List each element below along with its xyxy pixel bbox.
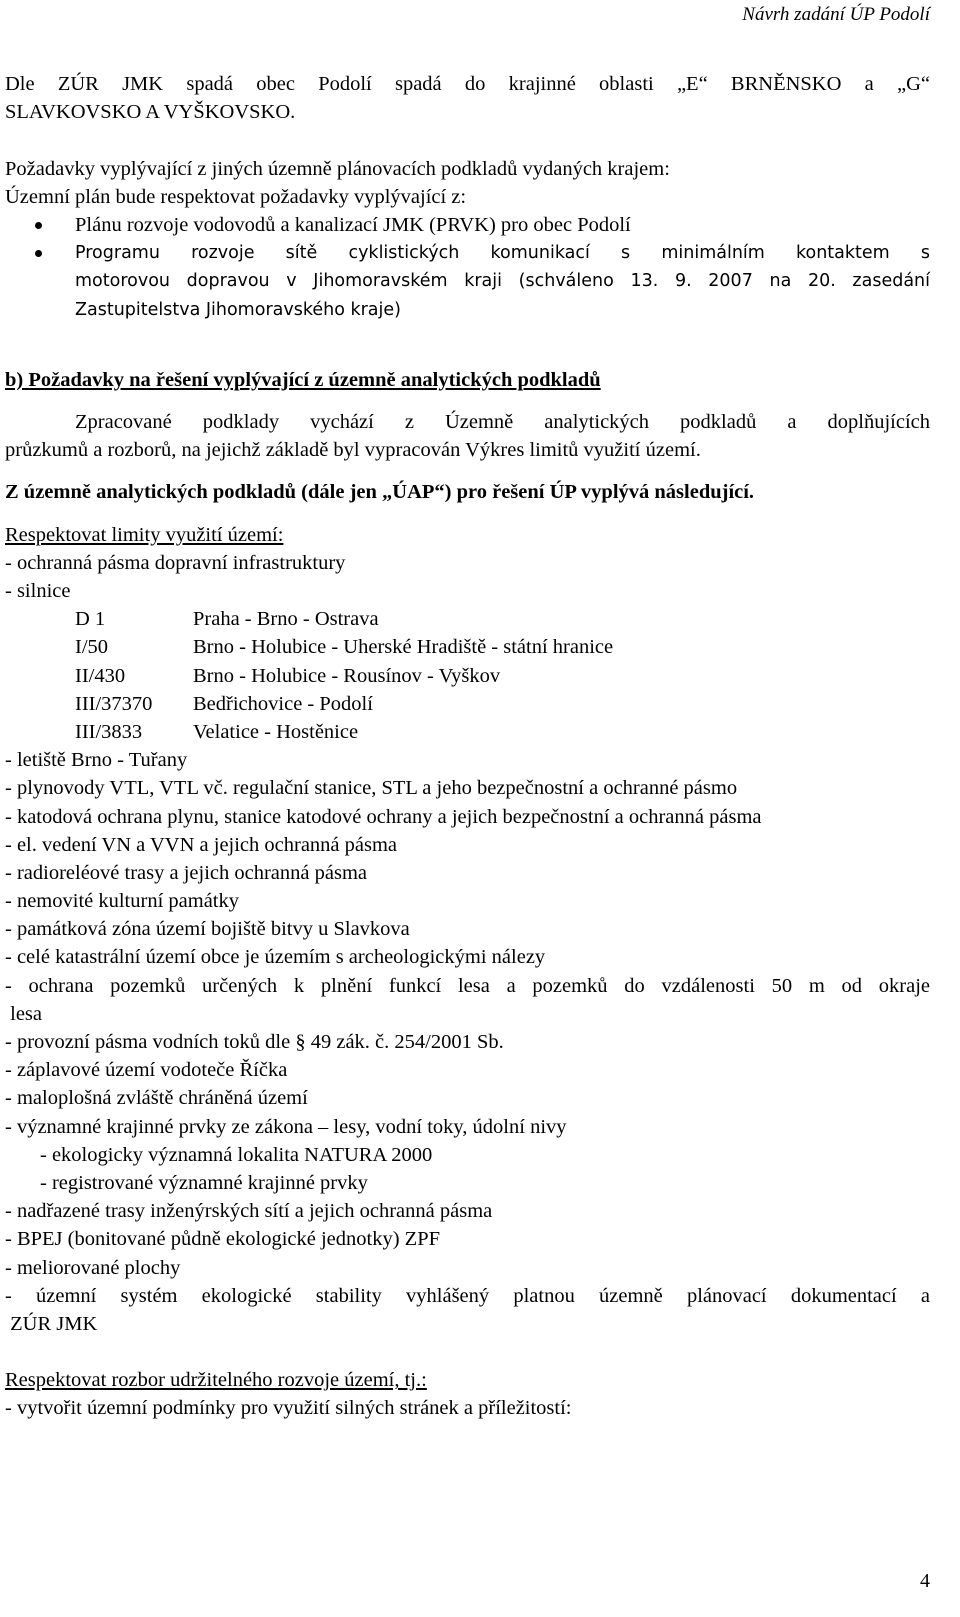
list-item-text: Plánu rozvoje vodovodů a kanalizací JMK (PRVK) pro obec Podolí bbox=[75, 213, 631, 236]
spacer bbox=[5, 394, 930, 408]
list-item: - katodová ochrana plynu, stanice katodové ochrany a jejich bezpečnostní a ochranná pásma bbox=[5, 805, 762, 828]
page-number: 4 bbox=[920, 1570, 930, 1592]
sub-list-item: - registrované významné krajinné prvky bbox=[40, 1171, 368, 1194]
table-row bbox=[5, 690, 930, 718]
road-route: Velatice - Hostěnice bbox=[193, 720, 359, 743]
list-item: - záplavové území vodoteče Říčka bbox=[5, 1059, 288, 1082]
spacer bbox=[5, 324, 930, 352]
road-code: D 1 bbox=[75, 608, 106, 631]
table-row bbox=[5, 718, 930, 746]
road-code: III/3833 bbox=[75, 720, 143, 743]
sustainability-heading: Respektovat rozbor udržitelného rozvoje území, tj.: bbox=[5, 1369, 427, 1392]
road-route: Brno - Holubice - Rousínov - Vyškov bbox=[193, 664, 501, 687]
section-b-statement: Z územně analytických podkladů (dále jen „ÚAP“) pro řešení ÚP vyplývá následující. bbox=[5, 481, 755, 504]
requirements-list bbox=[5, 211, 930, 324]
spacer bbox=[5, 1338, 930, 1366]
section-b-para-line-1: Zpracované podklady vychází z Územně analytických podkladů a doplňujících bbox=[75, 411, 930, 434]
spacer bbox=[5, 507, 930, 521]
roads-table bbox=[5, 605, 930, 746]
list-item bbox=[5, 211, 930, 239]
list-item: - BPEJ (bonitované půdně ekologické jednotky) ZPF bbox=[5, 1228, 440, 1251]
list-item: - nadřazené trasy inženýrských sítí a jejich ochranná pásma bbox=[5, 1200, 493, 1223]
road-code: I/50 bbox=[75, 636, 109, 659]
list-item: - silnice bbox=[5, 580, 71, 602]
bullet-icon bbox=[35, 222, 42, 229]
limits-heading: Respektovat limity využití území: bbox=[5, 523, 284, 546]
list-item: - plynovody VTL, VTL vč. regulační stanice, STL a jeho bezpečnostní a ochranné pásmo bbox=[5, 777, 738, 800]
requirements-heading: Požadavky vyplývající z jiných územně plánovacích podkladů vydaných krajem: bbox=[5, 157, 670, 180]
list-item: - celé katastrální území obce je územím s archeologickými nálezy bbox=[5, 946, 546, 969]
list-item: - nemovité kulturní památky bbox=[5, 890, 239, 913]
list-item: - letiště Brno - Tuřany bbox=[5, 749, 188, 772]
spacer bbox=[5, 352, 930, 366]
spacer bbox=[5, 126, 930, 154]
list-item-text: Zastupitelstva Jihomoravského kraje) bbox=[75, 299, 401, 320]
list-item-text: motorovou dopravou v Jihomoravském kraji (schváleno 13. 9. 2007 na 20. zasedání bbox=[75, 271, 930, 292]
list-item-continued: ZÚR JMK bbox=[5, 1312, 98, 1335]
table-row bbox=[5, 605, 930, 633]
list-item: - památková zóna území bojiště bitvy u Slavkova bbox=[5, 918, 410, 941]
list-item bbox=[5, 239, 930, 324]
list-item: - ochrana pozemků určených k plnění funkcí lesa a pozemků do vzdálenosti 50 m od okraje bbox=[5, 974, 930, 997]
road-route: Bedřichovice - Podolí bbox=[193, 692, 373, 715]
sub-list-item: - ekologicky významná lokalita NATURA 2000 bbox=[40, 1143, 433, 1166]
requirements-lead: Územní plán bude respektovat požadavky vyplývající z: bbox=[5, 185, 467, 208]
list-item: - el. vedení VN a VVN a jejich ochranná pásma bbox=[5, 833, 398, 856]
list-item: - maloplošná zvláště chráněná území bbox=[5, 1087, 308, 1110]
list-item: - radioreléové trasy a jejich ochranná pásma bbox=[5, 861, 367, 884]
road-code: II/430 bbox=[75, 664, 126, 687]
page-header: Návrh zadání ÚP Podolí bbox=[742, 4, 930, 25]
list-item-text: Programu rozvoje sítě cyklistických komunikací s minimálním kontaktem s bbox=[75, 243, 930, 264]
list-item: - významné krajinné prvky ze zákona – lesy, vodní toky, údolní nivy bbox=[5, 1115, 567, 1138]
list-item-continued: lesa bbox=[5, 1002, 42, 1025]
list-item: - vytvořit územní podmínky pro využití silných stránek a příležitostí: bbox=[5, 1397, 572, 1420]
list-item: - provozní pásma vodních toků dle § 49 zák. č. 254/2001 Sb. bbox=[5, 1031, 504, 1053]
document-body bbox=[5, 70, 930, 1423]
list-item: - ochranná pásma dopravní infrastruktury bbox=[5, 551, 346, 574]
list-item: - meliorované plochy bbox=[5, 1256, 181, 1279]
bullet-icon bbox=[35, 250, 42, 257]
table-row bbox=[5, 633, 930, 661]
spacer bbox=[5, 464, 930, 478]
table-row bbox=[5, 662, 930, 690]
section-b-para-line-2: průzkumů a rozborů, na jejichž základě byl vypracován Výkres limitů využití území. bbox=[5, 439, 701, 462]
road-code: III/37370 bbox=[75, 692, 153, 715]
intro-line-1: Dle ZÚR JMK spadá obec Podolí spadá do krajinné oblasti „E“ BRNĚNSKO a „G“ bbox=[5, 73, 930, 95]
road-route: Brno - Holubice - Uherské Hradiště - státní hranice bbox=[193, 636, 614, 659]
section-b-heading: b) Požadavky na řešení vyplývající z územně analytických podkladů bbox=[5, 368, 601, 391]
road-route: Praha - Brno - Ostrava bbox=[193, 608, 379, 631]
intro-line-2: SLAVKOVSKO A VYŠKOVSKO. bbox=[5, 101, 296, 124]
list-item: - územní systém ekologické stability vyhlášený platnou územně plánovací dokumentací a bbox=[5, 1284, 930, 1307]
